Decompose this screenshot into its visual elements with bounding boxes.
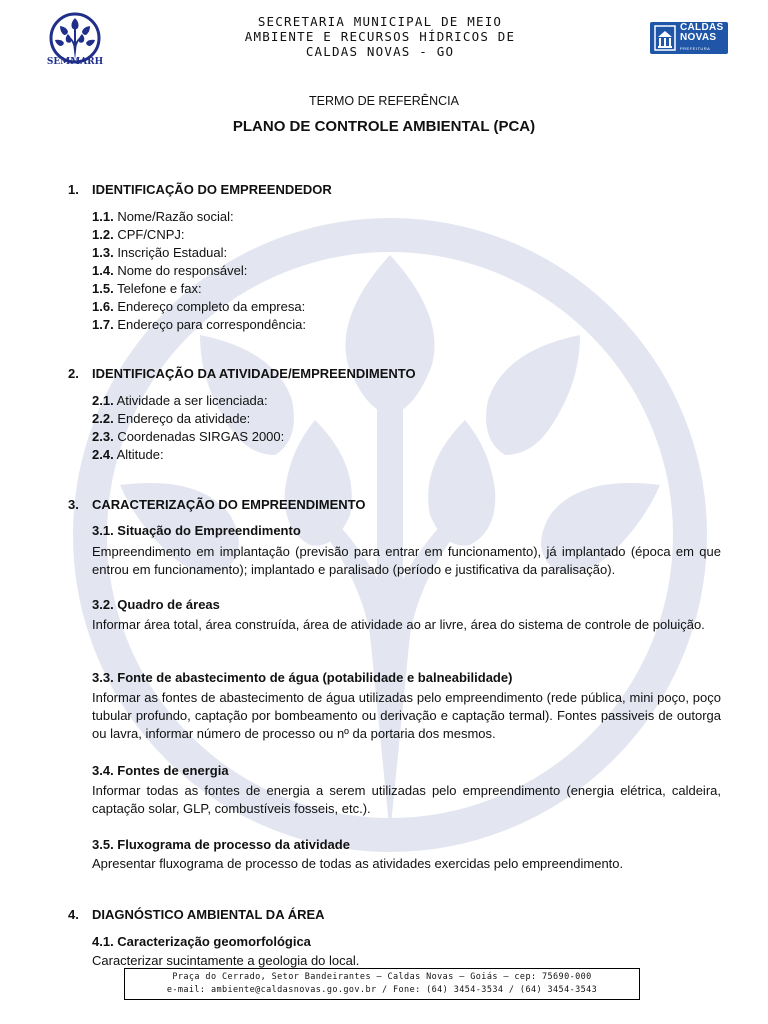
footer-contact: e-mail: ambiente@caldasnovas.go.gov.br / Fone: (64) 3454-3534 / (64) 3454-3543 (166, 985, 598, 995)
list-item: 2.4. Altitude: (92, 447, 164, 462)
list-item: 1.7. Endereço para correspondência: (92, 317, 306, 332)
subsection-heading: 3.1. Situação do Empreendimento (92, 523, 301, 538)
paragraph: Caracterizar sucintamente a geologia do local. (92, 953, 360, 968)
paragraph: Informar todas as fontes de energia a serem utilizadas pelo empreendimento (energia elétrica, caldeira, captação solar, GLP, combustíveis fosseis, etc.). (92, 783, 721, 816)
footer-address: Praça do Cerrado, Setor Bandeirantes – Caldas Novas – Goiás – cep: 75690-000 (172, 972, 592, 982)
subsection-heading: 4.1. Caracterização geomorfológica (92, 934, 311, 949)
subsection-heading: 3.3. Fonte de abastecimento de água (potabilidade e balneabilidade) (92, 670, 513, 685)
caldas-novas-logo-text: CALDAS NOVAS PREFEITURA (680, 21, 724, 51)
header-title-line: SECRETARIA MUNICIPAL DE MEIO (257, 14, 503, 29)
section-heading-4: 4. DIAGNÓSTICO AMBIENTAL DA ÁREA (68, 907, 325, 922)
paragraph: Apresentar fluxograma de processo de todas as atividades exercidas pelo empreendimento. (92, 856, 624, 871)
paragraph: Informar área total, área construída, área de atividade ao ar livre, área do sistema de controle de poluição. (92, 617, 705, 632)
list-item: 1.1. Nome/Razão social: (92, 209, 234, 224)
list-item: 1.2. CPF/CNPJ: (92, 227, 185, 242)
list-item: 1.4. Nome do responsável: (92, 263, 248, 278)
list-item: 1.5. Telefone e fax: (92, 281, 202, 296)
list-item: 2.1. Atividade a ser licenciada: (92, 393, 268, 408)
semmarh-logo-text: SEMMARH (46, 57, 104, 67)
subsection-heading: 3.4. Fontes de energia (92, 763, 229, 778)
section-heading-2: 2. IDENTIFICAÇÃO DA ATIVIDADE/EMPREENDIMENTO (68, 366, 416, 381)
page-footer (124, 968, 640, 1000)
list-item: 2.3. Coordenadas SIRGAS 2000: (92, 429, 285, 444)
header-title-line: AMBIENTE E RECURSOS HÍDRICOS DE (244, 29, 516, 44)
city-hall-icon (654, 25, 676, 51)
header-title-line: CALDAS NOVAS - GO (305, 44, 455, 59)
caldas-novas-logo (650, 22, 728, 54)
page-header (0, 0, 768, 80)
list-item: 2.2. Endereço da atividade: (92, 411, 251, 426)
header-title (190, 14, 570, 59)
section-heading-3: 3. CARACTERIZAÇÃO DO EMPREENDIMENTO (68, 497, 366, 512)
list-item: 1.3. Inscrição Estadual: (92, 245, 228, 260)
document-subtitle: TERMO DE REFERÊNCIA (308, 94, 459, 108)
paragraph: Informar as fontes de abastecimento de água utilizadas pelo empreendimento (rede pública, mini poço, poço tubular profundo, captação por bombeamento ou derivação e captação termal). Fontes passiveis de outorga ou lavra, informar número de processo ou nº da portaria dos mesmos. (92, 690, 721, 741)
list-item: 1.6. Endereço completo da empresa: (92, 299, 306, 314)
paragraph: Empreendimento em implantação (previsão para entrar em funcionamento), já implantado (época em que entrou em funcionamento); implantado e paralisado (período e justificativa da paralisação). (92, 544, 721, 577)
subsection-heading: 3.2. Quadro de áreas (92, 597, 220, 612)
subsection-heading: 3.5. Fluxograma de processo da atividade (92, 837, 350, 852)
document-title: PLANO DE CONTROLE AMBIENTAL (PCA) (232, 118, 536, 135)
section-heading-1: 1. IDENTIFICAÇÃO DO EMPREENDEDOR (68, 182, 332, 197)
